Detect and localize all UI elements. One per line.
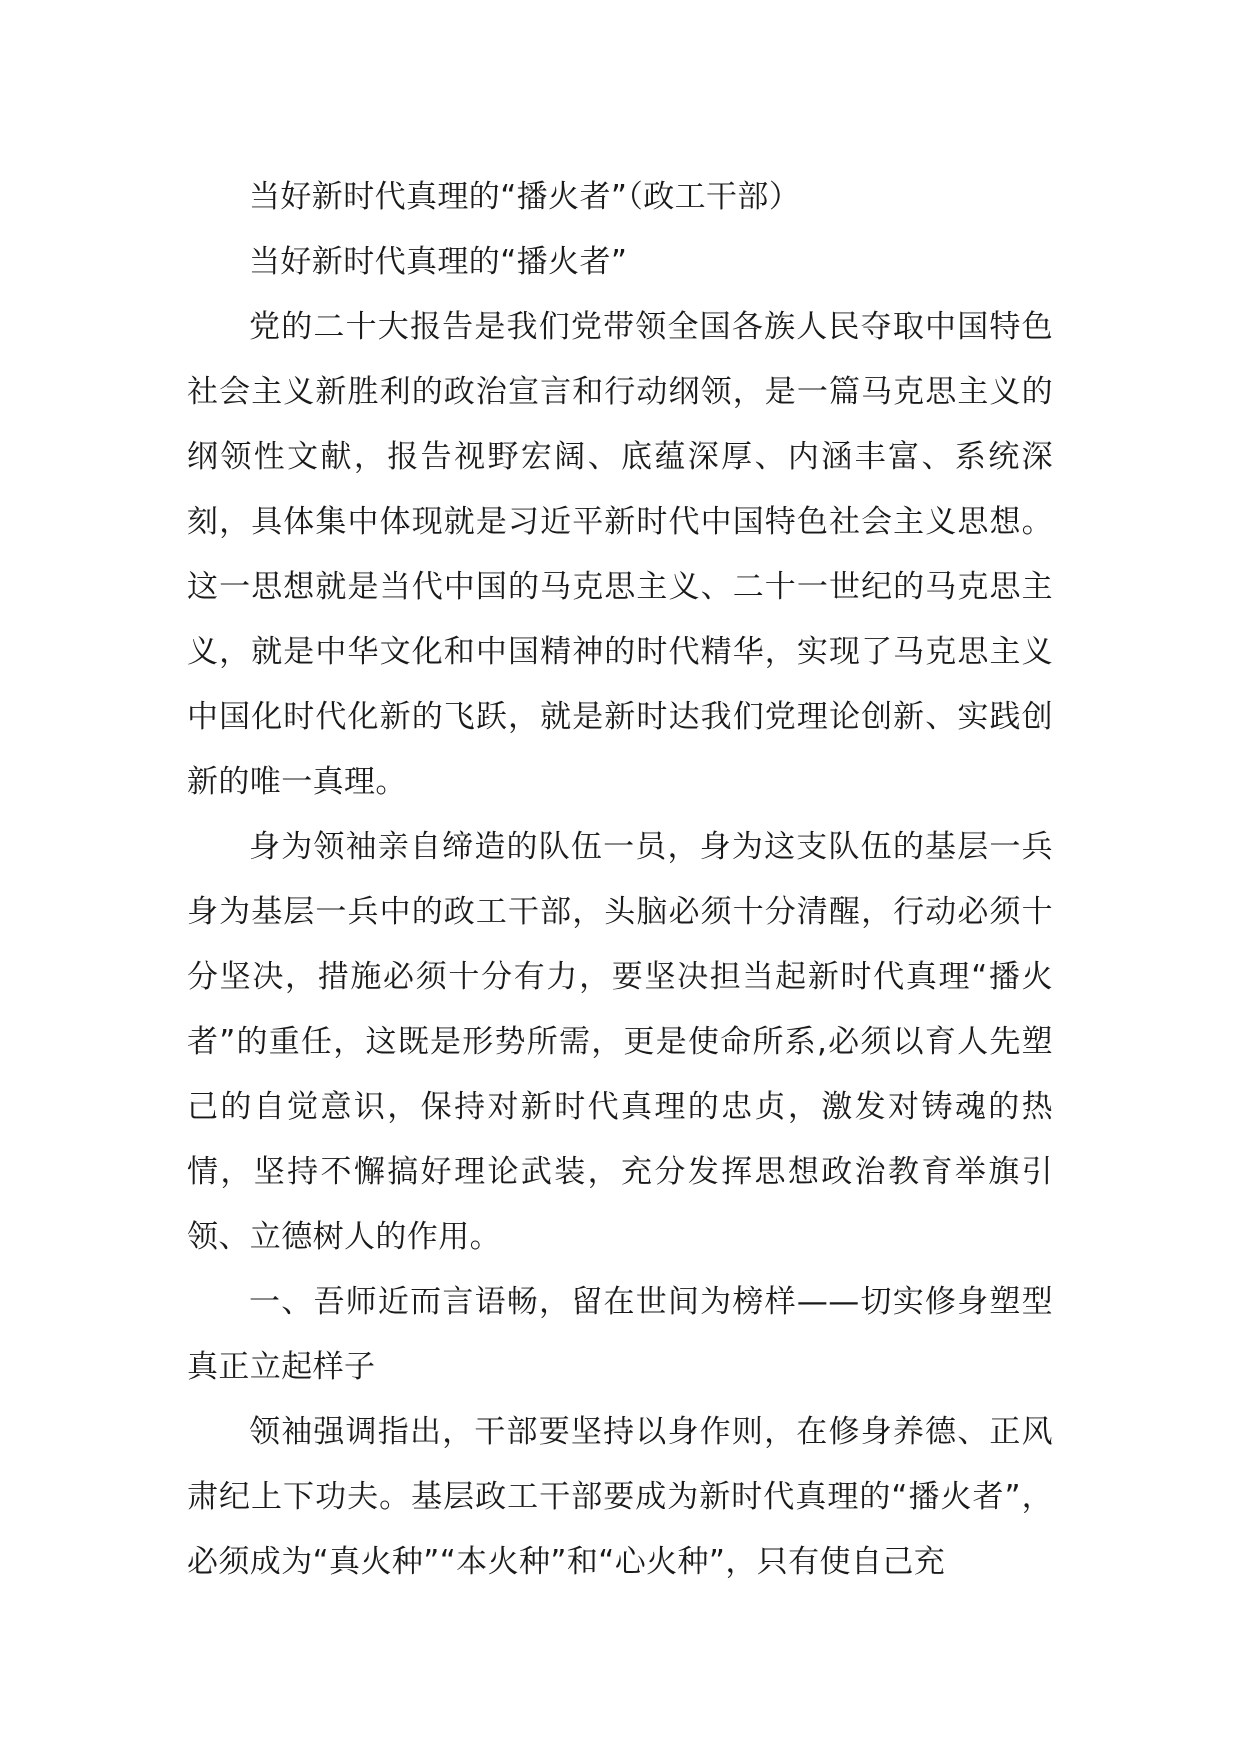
- document-body: [187, 165, 1053, 1595]
- document-title: 当好新时代真理的“播火者”（政工干部）: [249, 179, 801, 215]
- paragraph-intro: 党的二十大报告是我们党带领全国各族人民夺取中国特色社会主义新胜利的政治宣言和行动纲领，是一篇马克思主义的纲领性文献，报告视野宏阔、底蕴深厚、内涵丰富、系统深刻，具体集中体现就是习近平新时代中国特色社会主义思想。这一思想就是当代中国的马克思主义、二十一世纪的马克思主义，就是中华文化和中国精神的时代精华，实现了马克思主义中国化时代化新的飞跃，就是新时达我们党理论创新、实践创新的唯一真理。: [187, 309, 1053, 800]
- paragraph-duty: 身为领袖亲自缔造的队伍一员，身为这支队伍的基层一兵身为基层一兵中的政工干部，头脑必须十分清醒，行动必须十分坚决，措施必须十分有力，要坚决担当起新时代真理“播火者”的重任，这既是形势所需，更是使命所系,必须以育人先塑己的自觉意识，保持对新时代真理的忠贞，激发对铸魂的热情，坚持不懈搞好理论武装，充分发挥思想政治教育举旗引领、立德树人的作用。: [187, 829, 1053, 1255]
- section-heading-one: 一、吾师近而言语畅，留在世间为榜样——切实修身塑型真正立起样子: [187, 1284, 1053, 1385]
- document-subtitle: 当好新时代真理的“播火者”: [249, 244, 628, 280]
- paragraph-section-one: 领袖强调指出，干部要坚持以身作则，在修身养德、正风肃纪上下功夫。基层政工干部要成为新时代真理的“播火者”，必须成为“真火种”“本火种”和“心火种”，只有使自己充: [187, 1414, 1053, 1580]
